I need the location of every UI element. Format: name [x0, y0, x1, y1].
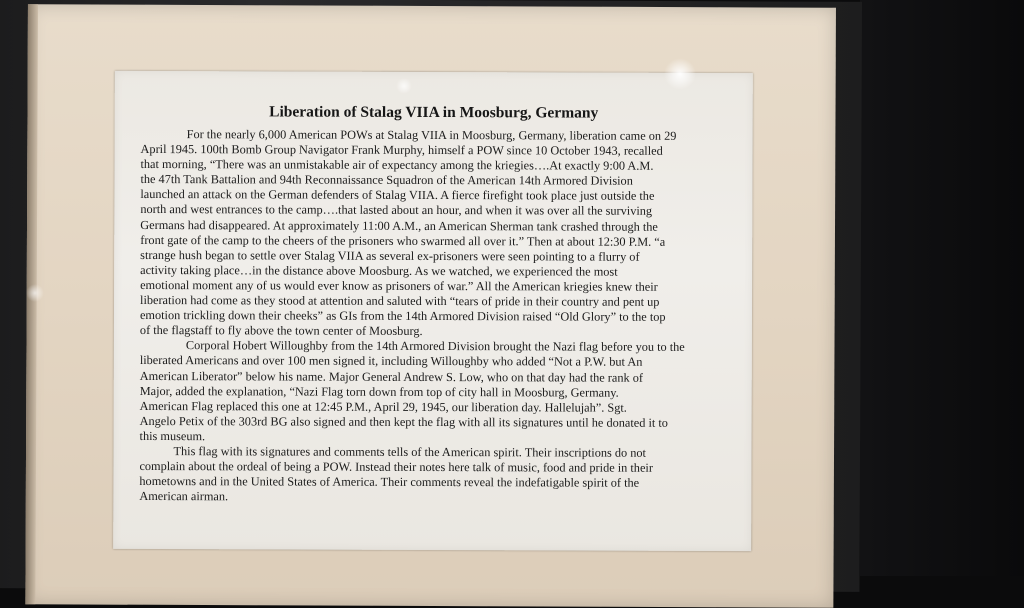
- placard-text-line: front gate of the camp to the cheers of the prisoners who swarmed all over it.” Then at about 12:30 P.M. “a: [140, 232, 666, 249]
- light-glare-top: [664, 58, 696, 90]
- placard-text-line: Corporal Hobert Willoughby from the 14th Armored Division brought the Nazi flag before you to the: [185, 338, 685, 355]
- placard-text-line: launched an attack on the German defenders of Stalag VIIA. A fierce firefight took place just outside the: [140, 187, 655, 204]
- placard-text-line: Major, added the explanation, “Nazi Flag torn down from top of city hall in Moosburg, Germany.: [139, 383, 619, 400]
- placard-text-line: liberated Americans and over 100 men signed it, including Willoughby who added “Not a P.W. but An: [139, 353, 643, 370]
- placard-text-line: American Flag replaced this one at 12:45 P.M., April 29, 1945, our liberation day. Hallelujah”. Sgt.: [139, 398, 627, 415]
- placard-text-line: this museum.: [139, 428, 206, 444]
- placard-text-line: north and west entrances to the camp….that lasted about an hour, and when it was over all the surviving: [140, 202, 653, 219]
- placard-text-line: complain about the ordeal of being a POW. Instead their notes here talk of music, food and pride in their: [139, 459, 653, 475]
- placard-text-line: of the flagstaff to fly above the town center of Moosburg.: [139, 323, 423, 339]
- placard-text-line: that morning, “There was an unmistakable air of expectancy among the kriegies….At exactly 9:00 A.M.: [140, 157, 654, 173]
- placard-paragraphs: [139, 127, 740, 506]
- placard-text-line: April 1945. 100th Bomb Group Navigator Frank Murphy, himself a POW since 10 October 1943, recalled: [140, 142, 663, 158]
- dark-wall-background: [860, 0, 1024, 576]
- placard-body: [139, 127, 740, 506]
- placard-text-line: American Liberator” below his name. Major General Andrew S. Low, who on that day had the rank of: [139, 368, 644, 385]
- museum-placard: [113, 71, 753, 551]
- placard-text-line: activity taking place…in the distance above Moosburg. As we watched, we experienced the most: [140, 262, 618, 279]
- placard-text-line: Germans had disappeared. At approximately 11:00 A.M., an American Sherman tank crashed through the: [140, 217, 658, 234]
- placard-text-line: hometowns and in the United States of America. Their comments reveal the indefatigable spirit of the: [139, 474, 640, 490]
- placard-text-line: emotion trickling down their cheeks” as GIs from the 14th Armored Division raised “Old Glory” to the top: [139, 308, 666, 324]
- placard-text-line: American airman.: [139, 489, 229, 504]
- light-glare-left: [26, 284, 44, 302]
- placard-text-line: For the nearly 6,000 American POWs at Stalag VIIA in Moosburg, Germany, liberation came on 29: [186, 127, 677, 143]
- light-glare-upper-left: [396, 78, 412, 94]
- placard-text-line: This flag with its signatures and comments tells of the American spirit. Their inscriptions do not: [173, 444, 646, 460]
- placard-text-line: strange hush began to settle over Stalag VIIA as several ex-prisoners were seen pointing to a flurry of: [140, 247, 640, 264]
- placard-text-line: emotional moment any of us would ever know as prisoners of war.” All the American kriegies knew their: [140, 277, 658, 294]
- placard-title: Liberation of Stalag VIIA in Moosburg, Germany: [269, 103, 599, 122]
- placard-text-line: the 47th Tank Battalion and 94th Reconnaissance Squadron of the American 14th Armored Division: [140, 172, 633, 188]
- placard-text-line: Angelo Petix of the 303rd BG also signed and then kept the flag with all its signatures until he donated it to: [139, 413, 668, 430]
- placard-text-line: liberation had come as they stood at attention and saluted with “tears of pride in their country and pent up: [140, 293, 660, 309]
